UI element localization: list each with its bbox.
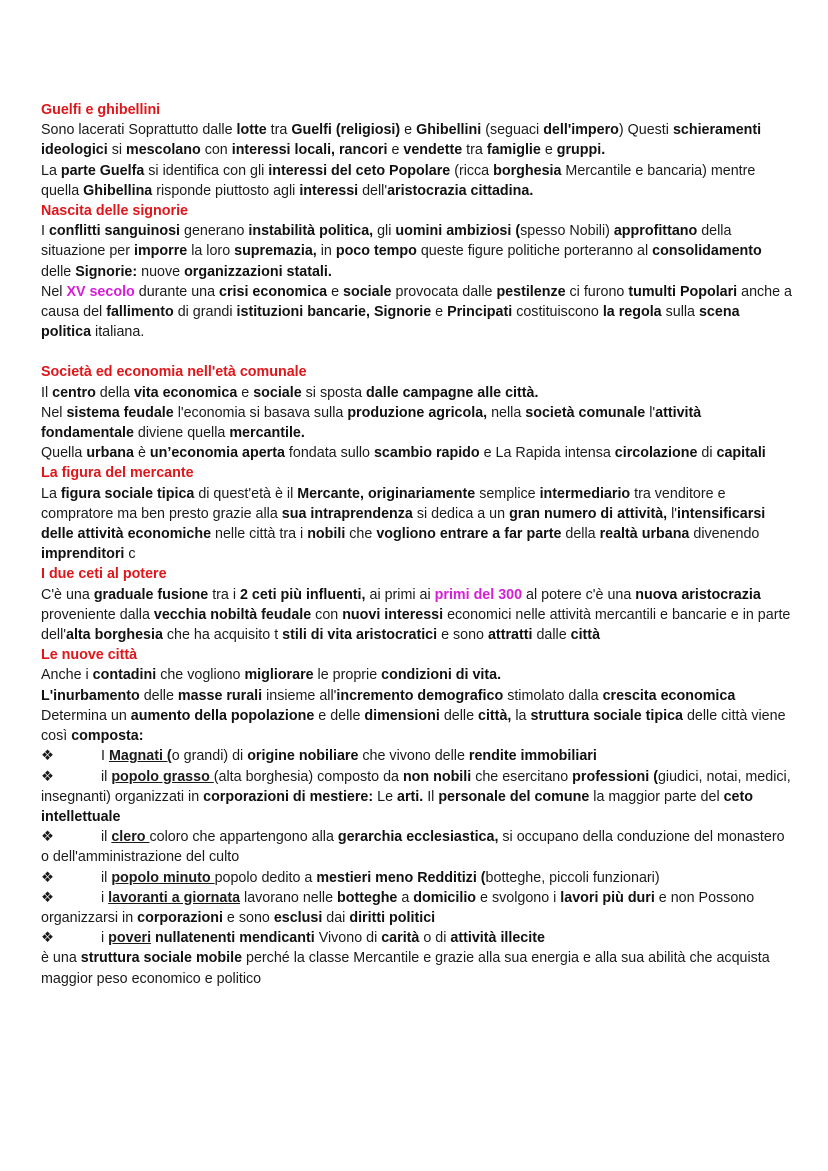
bold-text: attività illecite bbox=[450, 930, 545, 947]
bold-text: botteghe bbox=[337, 889, 398, 906]
bold-text: città, bbox=[478, 707, 512, 724]
bold-text: non nobili bbox=[402, 768, 472, 785]
text: fondata sullo bbox=[284, 445, 374, 462]
text: divenendo bbox=[689, 526, 760, 543]
text: della bbox=[95, 384, 134, 401]
bold-text: gran numero di attività, bbox=[509, 505, 668, 522]
text: e bbox=[431, 304, 448, 321]
bold-text: graduale fusione bbox=[93, 586, 209, 603]
text: al potere c'è una bbox=[522, 586, 636, 603]
bold-text: vogliono entrare a far parte bbox=[376, 526, 562, 543]
text: della bbox=[561, 526, 600, 543]
text: dell' bbox=[358, 182, 388, 199]
text: si bbox=[107, 142, 127, 159]
section-heading-societa: Società ed economia nell'età comunale bbox=[41, 364, 307, 381]
text: semplice bbox=[475, 485, 540, 502]
paragraph bbox=[41, 221, 793, 282]
bold-text: imprenditori bbox=[41, 546, 125, 563]
bold-text: città bbox=[570, 627, 601, 644]
text: che bbox=[345, 526, 377, 543]
bold-text: rendite immobiliari bbox=[468, 748, 597, 765]
bold-text: attratti bbox=[487, 627, 533, 644]
text: Quella bbox=[41, 445, 87, 462]
list-item-popolo-grasso bbox=[41, 767, 793, 828]
text: la bbox=[511, 707, 531, 724]
bold-text: personale del comune bbox=[438, 788, 590, 805]
underlined-term: popolo minuto bbox=[111, 869, 215, 886]
text: costituiscono bbox=[512, 304, 603, 321]
text: che esercitano bbox=[471, 768, 573, 785]
bold-text: schieramenti ideologici bbox=[41, 122, 762, 159]
bold-text: 2 ceti più influenti, bbox=[240, 586, 366, 603]
bold-text: poco tempo bbox=[335, 243, 417, 260]
list-item-poveri bbox=[41, 928, 793, 948]
bold-text: migliorare bbox=[244, 667, 314, 684]
text: e bbox=[540, 142, 557, 159]
text: di quest'età è il bbox=[194, 485, 298, 502]
bold-text: Signorie: bbox=[75, 263, 138, 280]
underlined-term: clero bbox=[111, 829, 150, 846]
bold-text: circolazione bbox=[614, 445, 698, 462]
text: ai primi ai bbox=[365, 586, 435, 603]
text: La bbox=[41, 162, 61, 179]
bold-text: instabilità politica, bbox=[248, 223, 374, 240]
bold-text: professioni ( bbox=[572, 768, 658, 785]
bold-text: uomini ambiziosi ( bbox=[395, 223, 521, 240]
diamond-bullet-icon: ❖ bbox=[41, 768, 54, 785]
bold-text: interessi bbox=[299, 182, 359, 199]
text: con bbox=[200, 142, 232, 159]
bold-text: parte Guelfa bbox=[60, 162, 145, 179]
text: Vivono di bbox=[314, 930, 382, 947]
text: il bbox=[101, 829, 112, 846]
text: dalle bbox=[532, 627, 571, 644]
bold-text: origine nobiliare bbox=[247, 748, 359, 765]
notes-content bbox=[41, 100, 793, 989]
bold-text: centro bbox=[52, 384, 96, 401]
paragraph bbox=[41, 484, 793, 565]
paragraph bbox=[41, 120, 793, 160]
bold-text: produzione agricola, bbox=[347, 404, 488, 421]
text: tra bbox=[462, 142, 487, 159]
section-heading-citta: Le nuove città bbox=[41, 647, 138, 664]
text: i bbox=[101, 889, 109, 906]
text: ) Questi bbox=[618, 122, 673, 139]
diamond-bullet-icon: ❖ bbox=[41, 829, 54, 846]
bold-text: la regola bbox=[602, 304, 662, 321]
text: generano bbox=[180, 223, 249, 240]
bold-text: Ghibellina bbox=[83, 182, 153, 199]
text: delle bbox=[139, 687, 178, 704]
bold-text: vita economica bbox=[133, 384, 238, 401]
bold-text: nuovi interessi bbox=[342, 606, 444, 623]
text: la maggior parte del bbox=[589, 788, 724, 805]
bold-text: interessi locali, rancori bbox=[231, 142, 388, 159]
bold-text: scena politica bbox=[41, 304, 740, 341]
text: che vivono delle bbox=[358, 748, 469, 765]
text: popolo dedito a bbox=[214, 869, 317, 886]
bold-text: un’economia aperta bbox=[149, 445, 285, 462]
bold-text: struttura sociale tipica bbox=[530, 707, 683, 724]
text: di grandi bbox=[173, 304, 237, 321]
text: e bbox=[327, 283, 344, 300]
text: sulla bbox=[661, 304, 699, 321]
text: proveniente dalla bbox=[41, 606, 154, 623]
text: delle città viene così bbox=[41, 707, 786, 745]
text: di bbox=[697, 445, 717, 462]
text: lavorano nelle bbox=[240, 889, 338, 906]
bold-text: borghesia bbox=[493, 162, 562, 179]
text: Il bbox=[423, 788, 439, 805]
bold-text: sistema feudale bbox=[66, 404, 174, 421]
text: e bbox=[237, 384, 254, 401]
bold-text: nobili bbox=[307, 526, 346, 543]
text: stimolato dalla bbox=[503, 687, 603, 704]
text: botteghe, piccoli funzionari) bbox=[485, 869, 660, 886]
text: Le bbox=[373, 788, 397, 805]
paragraph-closing bbox=[41, 948, 793, 988]
text: e svolgono i bbox=[476, 889, 561, 906]
text: diviene quella bbox=[133, 425, 230, 442]
section-heading-ceti: I due ceti al potere bbox=[41, 566, 167, 583]
text: i bbox=[101, 930, 109, 947]
text: Nel bbox=[41, 283, 67, 300]
underlined-term: poveri bbox=[108, 930, 152, 947]
text: I bbox=[41, 223, 49, 240]
text: e non Possono organizzarsi in bbox=[41, 889, 755, 926]
paragraph bbox=[41, 686, 793, 747]
paragraph bbox=[41, 383, 793, 403]
diamond-bullet-icon: ❖ bbox=[41, 869, 54, 886]
text: l' bbox=[667, 505, 678, 522]
text: della situazione per bbox=[41, 223, 732, 260]
bold-text: alta borghesia bbox=[66, 627, 163, 644]
text: risponde piuttosto agli bbox=[152, 182, 300, 199]
bold-text: organizzazioni statali. bbox=[184, 263, 332, 280]
bold-text: fallimento bbox=[106, 304, 174, 321]
text: La bbox=[41, 485, 61, 502]
text: nella bbox=[487, 404, 526, 421]
section-heading-mercante: La figura del mercante bbox=[41, 465, 194, 482]
section-heading-signorie: Nascita delle signorie bbox=[41, 203, 188, 220]
bold-text: vecchia nobiltà feudale bbox=[153, 606, 312, 623]
text: Sono lacerati Soprattutto dalle bbox=[41, 122, 237, 139]
bold-text: mestieri meno Redditizi ( bbox=[316, 869, 486, 886]
text: italiana. bbox=[91, 324, 145, 341]
bold-text: consolidamento bbox=[652, 243, 762, 260]
text: si identifica con gli bbox=[144, 162, 269, 179]
bold-text: supremazia, bbox=[234, 243, 317, 260]
text: si sposta bbox=[301, 384, 367, 401]
text: nelle città tra i bbox=[211, 526, 308, 543]
bold-text: esclusi bbox=[273, 909, 323, 926]
bold-text: stili di vita aristocratici bbox=[282, 627, 438, 644]
bold-text: intensificarsi delle attività economiche bbox=[41, 505, 766, 543]
diamond-bullet-icon: ❖ bbox=[41, 889, 54, 906]
text: che vogliono bbox=[156, 667, 245, 684]
text: e bbox=[387, 142, 404, 159]
list-item-clero bbox=[41, 827, 793, 867]
bold-text: corporazioni bbox=[137, 909, 223, 926]
bold-text: società comunale bbox=[525, 404, 646, 421]
bold-text: vendette bbox=[403, 142, 463, 159]
list-item-popolo-minuto bbox=[41, 868, 793, 888]
bold-text: capitali bbox=[716, 445, 766, 462]
text: coloro che appartengono alla bbox=[149, 829, 338, 846]
text: il bbox=[101, 768, 112, 785]
bold-text: mescolano bbox=[126, 142, 201, 159]
text: perché la classe Mercantile e grazie alla sua energia e alla sua abilità che acquista maggior peso economico e politico bbox=[41, 950, 770, 987]
bold-text: masse rurali bbox=[177, 687, 263, 704]
bold-text: condizioni di vita. bbox=[381, 667, 502, 684]
bold-text: crescita economica bbox=[602, 687, 736, 704]
text: il bbox=[101, 869, 112, 886]
text: (ricca bbox=[450, 162, 494, 179]
bold-text: corporazioni di mestiere: bbox=[203, 788, 374, 805]
bold-text: dimensioni bbox=[364, 707, 440, 724]
bold-text: interessi del ceto Popolare bbox=[268, 162, 451, 179]
bold-text: crisi economica bbox=[219, 283, 328, 300]
bold-text: sua intraprendenza bbox=[281, 505, 413, 522]
text: gli bbox=[373, 223, 396, 240]
text: a bbox=[397, 889, 414, 906]
bold-text: conflitti sanguinosi bbox=[48, 223, 181, 240]
text: delle bbox=[439, 707, 478, 724]
bold-text: ceto intellettuale bbox=[41, 788, 754, 825]
bold-text: aumento della popolazione bbox=[130, 707, 315, 724]
bold-text: mercantile. bbox=[229, 425, 305, 442]
bold-text: L'inurbamento bbox=[41, 687, 140, 704]
text: l'economia si basava sulla bbox=[173, 404, 348, 421]
bold-text: gerarchia ecclesiastica, bbox=[337, 829, 499, 846]
text: delle bbox=[41, 263, 76, 280]
text: con bbox=[311, 606, 343, 623]
text: si dedica a un bbox=[412, 505, 510, 522]
bold-text: composta: bbox=[71, 728, 144, 745]
bold-text: nuova aristocrazia bbox=[635, 586, 761, 603]
bold-text: urbana bbox=[86, 445, 134, 462]
text: economici nelle attività mercantili e bancarie e in parte dell' bbox=[41, 606, 791, 644]
text: C'è una bbox=[41, 586, 94, 603]
bold-text: figura sociale tipica bbox=[60, 485, 195, 502]
paragraph bbox=[41, 403, 793, 443]
paragraph bbox=[41, 282, 793, 343]
bold-text: arti. bbox=[397, 788, 424, 805]
text: nuove bbox=[137, 263, 185, 280]
text: Nel bbox=[41, 404, 67, 421]
text: spesso Nobili) bbox=[520, 223, 614, 240]
bold-text: Mercante, originariamente bbox=[297, 485, 476, 502]
bold-text: tumulti Popolari bbox=[628, 283, 738, 300]
paragraph bbox=[41, 585, 793, 646]
bold-text: pestilenze bbox=[496, 283, 566, 300]
text: (alta borghesia) composto da bbox=[213, 768, 403, 785]
diamond-bullet-icon: ❖ bbox=[41, 748, 54, 765]
text: Il bbox=[41, 384, 53, 401]
text: anche a causa del bbox=[41, 283, 793, 321]
text: e bbox=[400, 122, 417, 139]
list-item-magnati bbox=[41, 746, 793, 766]
bold-text: Principati bbox=[447, 304, 513, 321]
bold-text: struttura sociale mobile bbox=[80, 950, 243, 967]
bold-text: incremento demografico bbox=[336, 687, 504, 704]
text: è una bbox=[41, 950, 81, 967]
bold-text: contadini bbox=[92, 667, 157, 684]
underlined-term: Magnati ( bbox=[108, 748, 172, 765]
spacer bbox=[41, 342, 793, 362]
text: durante una bbox=[134, 283, 220, 300]
text: Anche i bbox=[41, 667, 93, 684]
text: provocata dalle bbox=[391, 283, 497, 300]
bold-text: Ghibellini bbox=[416, 122, 482, 139]
text: tra venditore e compratore ma ben presto grazie alla bbox=[41, 485, 726, 522]
text: insieme all' bbox=[262, 687, 337, 704]
text: Mercantile e bancaria) mentre quella bbox=[41, 162, 756, 199]
text: è bbox=[133, 445, 150, 462]
text: dai bbox=[322, 909, 350, 926]
text: o di bbox=[419, 930, 451, 947]
bold-text: nullatenenti mendicanti bbox=[155, 930, 315, 947]
bold-text: lavori più duri bbox=[560, 889, 655, 906]
paragraph bbox=[41, 665, 793, 685]
bold-text: lotte bbox=[236, 122, 267, 139]
text: Determina un bbox=[41, 707, 131, 724]
bold-text: sociale bbox=[343, 283, 392, 300]
text: I bbox=[101, 748, 109, 765]
text: le proprie bbox=[313, 667, 382, 684]
text: e sono bbox=[222, 909, 274, 926]
bold-text: intermediario bbox=[539, 485, 631, 502]
paragraph bbox=[41, 161, 793, 201]
highlight-text: primi del 300 bbox=[434, 586, 523, 603]
text: giudici, notai, medici, insegnanti) organizzati in bbox=[41, 768, 791, 805]
text: e La Rapida intensa bbox=[479, 445, 615, 462]
bold-text: approfittano bbox=[613, 223, 698, 240]
text: (seguaci bbox=[481, 122, 544, 139]
highlight-text: XV secolo bbox=[66, 283, 135, 300]
text: e delle bbox=[314, 707, 365, 724]
bold-text: sociale bbox=[253, 384, 302, 401]
paragraph bbox=[41, 443, 793, 463]
bold-text: aristocrazia cittadina. bbox=[387, 182, 534, 199]
diamond-bullet-icon: ❖ bbox=[41, 930, 54, 947]
list-item-lavoranti bbox=[41, 888, 793, 928]
bold-text: Guelfi (religiosi) bbox=[291, 122, 401, 139]
underlined-term: lavoranti a giornata bbox=[108, 889, 241, 906]
text: o grandi) di bbox=[171, 748, 248, 765]
text: l' bbox=[645, 404, 656, 421]
text: c bbox=[124, 546, 136, 563]
text: e sono bbox=[437, 627, 488, 644]
underlined-term: popolo grasso bbox=[111, 768, 214, 785]
bold-text: realtà urbana bbox=[599, 526, 690, 543]
text: tra i bbox=[208, 586, 240, 603]
bold-text: dell'impero bbox=[543, 122, 619, 139]
bold-text: carità bbox=[381, 930, 420, 947]
bold-text: scambio rapido bbox=[373, 445, 480, 462]
section-heading-guelfi: Guelfi e ghibellini bbox=[41, 102, 161, 118]
text: queste figure politiche porteranno al bbox=[416, 243, 653, 260]
text: che ha acquisito t bbox=[162, 627, 283, 644]
text: in bbox=[316, 243, 336, 260]
text: la loro bbox=[187, 243, 235, 260]
bold-text: dalle campagne alle città. bbox=[366, 384, 539, 401]
bold-text: gruppi. bbox=[556, 142, 606, 159]
bold-text: imporre bbox=[134, 243, 188, 260]
bold-text: famiglie bbox=[486, 142, 541, 159]
bold-text: istituzioni bancarie, Signorie bbox=[236, 304, 432, 321]
text: si occupano della conduzione del monastero o dell'amministrazione del culto bbox=[41, 829, 785, 866]
bold-text: diritti politici bbox=[349, 909, 436, 926]
text: tra bbox=[266, 122, 292, 139]
text: ci furono bbox=[565, 283, 629, 300]
bold-text: domicilio bbox=[413, 889, 477, 906]
bold-text: attività fondamentale bbox=[41, 404, 702, 442]
